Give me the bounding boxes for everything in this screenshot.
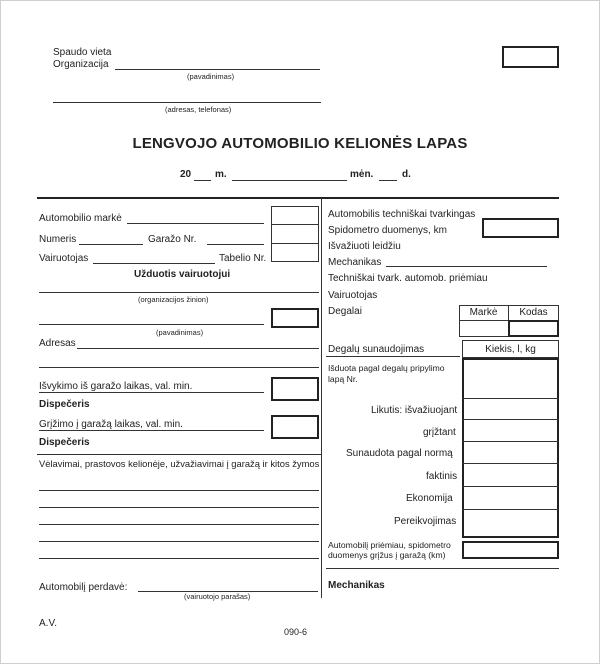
personnel-number-label: Tabelio Nr.	[219, 253, 267, 264]
return-odometer-box[interactable]	[462, 541, 559, 559]
date-month-field[interactable]	[232, 180, 347, 181]
header-divider	[37, 197, 559, 199]
return-odometer-label: Automobilį priėmiau, spidometro duomenys grįžus į garažą (km)	[328, 540, 451, 560]
fuel-code-box[interactable]	[508, 320, 559, 337]
return-time-field[interactable]	[39, 430, 264, 431]
remainder-departure-label: Likutis: išvažiuojant	[371, 405, 458, 416]
date-year-prefix: 20	[180, 169, 192, 180]
fuel-quantity-column	[462, 358, 559, 538]
task-organization-caption: (organizacijos žinion)	[138, 295, 209, 304]
dispatcher-label-1: Dispečeris	[39, 399, 90, 410]
return-time-label: Grįžimo į garažą laikas, val. min.	[39, 419, 183, 430]
car-details-box[interactable]	[271, 206, 319, 262]
right-bottom-line	[326, 568, 559, 569]
fuel-consumption-underline	[326, 356, 460, 357]
norm-consumption-label: Sunaudota pagal normą	[346, 448, 453, 459]
dispatcher-label-2: Dispečeris	[39, 437, 90, 448]
address-field[interactable]	[77, 348, 319, 349]
notes-line-2[interactable]	[39, 507, 319, 508]
address-field-2[interactable]	[39, 367, 319, 368]
fuel-consumption-label: Degalų sunaudojimas	[328, 344, 425, 355]
garage-number-field[interactable]	[207, 244, 264, 245]
fuel-label: Degalai	[328, 306, 362, 317]
issued-by-fuel-sheet-label: Išduota pagal degalų pripylimo lapą Nr.	[328, 363, 445, 384]
address-phone-caption: (adresas, telefonas)	[165, 105, 232, 114]
quantity-row-divider	[462, 486, 559, 487]
car-make-field[interactable]	[127, 223, 264, 224]
notes-divider	[37, 454, 322, 455]
column-divider	[321, 198, 322, 598]
technically-ok-label: Automobilis techniškai tvarkingas	[328, 209, 476, 220]
odometer-label: Spidometro duomenys, km	[328, 225, 447, 236]
form-code-box[interactable]	[502, 46, 559, 68]
return-time-box[interactable]	[271, 415, 319, 439]
mechanic-field[interactable]	[386, 266, 547, 267]
date-day-field[interactable]	[379, 180, 397, 181]
notes-line-5[interactable]	[39, 558, 319, 559]
mechanic-label: Mechanikas	[328, 257, 382, 268]
mechanic-bottom-label: Mechanikas	[328, 580, 385, 591]
car-make-label: Automobilio markė	[39, 213, 122, 224]
right-driver-label: Vairuotojas	[328, 290, 378, 301]
organization-name-line[interactable]	[115, 69, 320, 70]
plate-number-label: Numeris	[39, 234, 77, 245]
driver-task-heading: Užduotis vairuotojui	[134, 269, 231, 280]
notes-line-4[interactable]	[39, 541, 319, 542]
departure-time-box[interactable]	[271, 377, 319, 401]
garage-number-label: Garažo Nr.	[148, 234, 197, 245]
date-year-field[interactable]	[194, 180, 211, 181]
accepted-label: Techniškai tvark. automob. priėmiau	[328, 273, 488, 284]
quantity-header: Kiekis, l, kg	[485, 344, 536, 355]
driver-signature-caption: (vairuotojo parašas)	[184, 592, 251, 601]
departure-permitted-label: Išvažiuoti leidžiu	[328, 241, 401, 252]
task-organization-field[interactable]	[39, 292, 319, 293]
date-month-suffix: mėn.	[350, 169, 374, 180]
odometer-box[interactable]	[482, 218, 559, 238]
task-name-caption: (pavadinimas)	[156, 328, 204, 337]
handed-over-label: Automobilį perdavė:	[39, 582, 128, 593]
form-code: 090-6	[284, 627, 308, 637]
address-label: Adresas	[39, 338, 76, 349]
notes-line-1[interactable]	[39, 490, 319, 491]
fuel-make-header: Markė	[469, 307, 498, 318]
organization-label: Organizacija	[53, 59, 109, 70]
economy-label: Ekonomija	[406, 493, 453, 504]
departure-time-field[interactable]	[39, 392, 264, 393]
car-details-box-divider	[271, 224, 319, 225]
quantity-row-divider	[462, 419, 559, 420]
notes-line-3[interactable]	[39, 524, 319, 525]
overuse-label: Pereikvojimas	[394, 516, 457, 527]
remainder-return-label: grįžtant	[423, 427, 456, 438]
plate-number-field[interactable]	[79, 244, 143, 245]
driver-label: Vairuotojas	[39, 253, 89, 264]
task-name-field[interactable]	[39, 324, 264, 325]
date-day-suffix: d.	[402, 169, 411, 180]
actual-consumption-label: faktinis	[426, 471, 458, 482]
page-title: LENGVOJO AUTOMOBILIO KELIONĖS LAPAS	[132, 135, 468, 152]
quantity-row-divider	[462, 398, 559, 399]
task-code-box[interactable]	[271, 308, 319, 328]
delays-notes-label: Vėlavimai, prastovos kelionėje, užvažiavimai į garažą ir kitos žymos	[39, 458, 320, 469]
quantity-row-divider	[462, 463, 559, 464]
departure-time-label: Išvykimo iš garažo laikas, val. min.	[39, 381, 193, 392]
driver-field[interactable]	[93, 263, 215, 264]
date-year-suffix: m.	[215, 169, 227, 180]
address-phone-line[interactable]	[53, 102, 321, 103]
stamp-place-abbrev: A.V.	[39, 618, 57, 629]
stamp-place-label: Spaudo vieta	[53, 47, 112, 58]
car-details-box-divider	[271, 243, 319, 244]
quantity-row-divider	[462, 441, 559, 442]
fuel-code-header: Kodas	[519, 307, 548, 318]
quantity-row-divider	[462, 509, 559, 510]
organization-name-caption: (pavadinimas)	[187, 72, 235, 81]
